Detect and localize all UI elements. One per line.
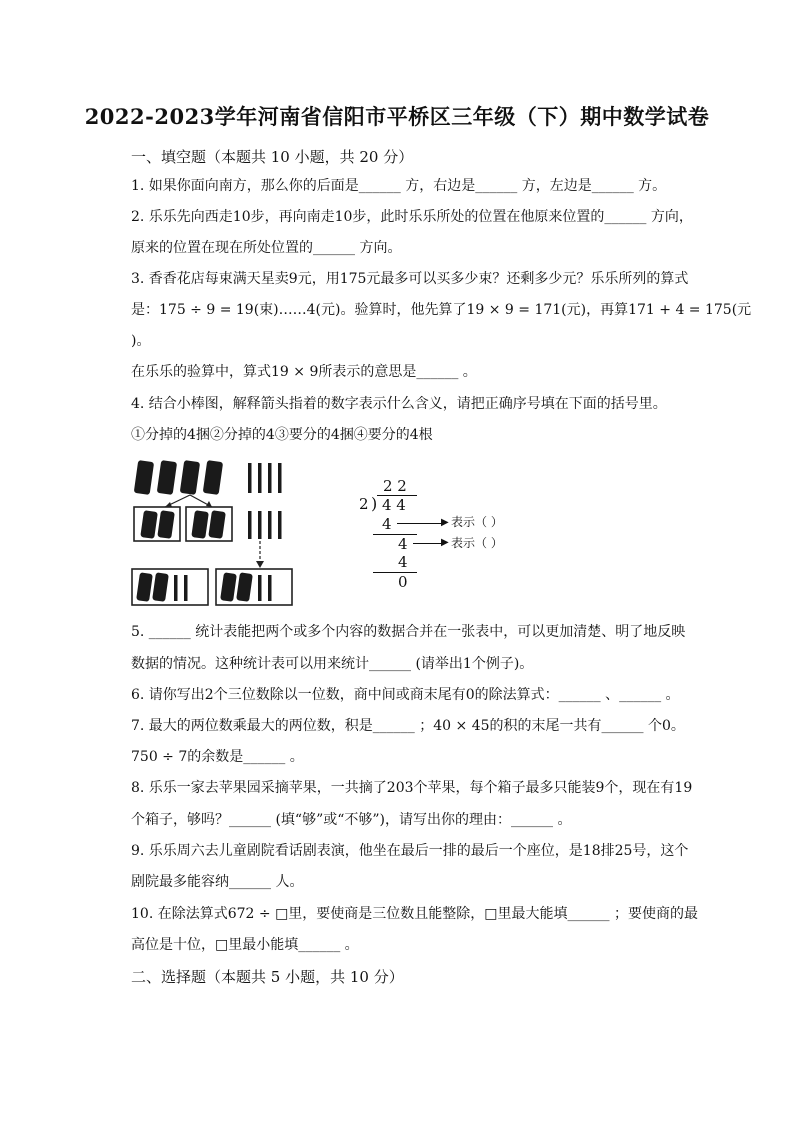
question-4-line-1: 4. 结合小棒图，解释箭头指着的数字表示什么含义，请把正确序号填在下面的括号里。 [131,396,667,412]
arrow-1 [397,523,445,524]
question-3-line-1: 3. 香香花店每束满天星卖9元，用175元最多可以买多少束？还剩多少元？乐乐所列的算式 [131,271,689,287]
question-3-line-4: 在乐乐的验算中，算式19 × 9所表示的意思是______ 。 [131,364,477,380]
question-5-line-1: 5. ______ 统计表能把两个或多个内容的数据合并在一张表中，可以更加清楚、明了地反映 [131,624,686,640]
step-row-2: 4 [398,535,408,553]
question-8-line-1: 8. 乐乐一家去苹果园采摘苹果，一共摘了203个苹果，每个箱子最多只能装9个，现在有19 [131,780,693,796]
answer-label-2: 表示（ ） [451,536,503,550]
divisor: 2 [359,495,369,513]
step-row-3: 4 [398,553,408,571]
stick-bundle-diagram [130,455,330,615]
rule-2 [373,572,417,573]
step-row-1: 4 [382,515,392,533]
remainder: 0 [398,573,408,591]
question-4-options: ①分掉的4捆②分掉的4③要分的4捆④要分的4根 [131,427,433,443]
question-10-line-2: 高位是十位，□里最小能填______ 。 [131,937,359,953]
question-5-line-2: 数据的情况。这种统计表可以用来统计______ (请举出1个例子)。 [131,656,534,672]
page-title: 2022-2023学年河南省信阳市平桥区三年级（下）期中数学试卷 [84,104,710,129]
question-6: 6. 请你写出2个三位数除以一位数，商中间或商末尾有0的除法算式：______ 、______ 。 [131,687,680,703]
section-heading-fill-blank: 一、填空题（本题共 10 小题，共 20 分） [131,148,414,166]
single-sticks-middle [248,511,282,539]
arrow-head-1: ▶ [441,517,449,528]
bundle-group-top [134,460,223,495]
question-10-line-1: 10. 在除法算式672 ÷ □里，要使商是三位数且能整除，□里最大能填______ ；要使商的最 [131,906,698,922]
question-3-line-2: 是：175 ÷ 9 = 19(束)……4(元)。验算时，他先算了19 × 9 = 171(元)，再算171 + 4 = 175(元 [131,302,752,318]
single-sticks-top [248,463,282,493]
question-7-line-1: 7. 最大的两位数乘最大的两位数，积是______ ；40 × 45的积的末尾一共有______ 个0。 [131,718,685,734]
question-2-line-2: 原来的位置在现在所处位置的______ 方向。 [131,240,402,256]
quotient: 2 2 [383,477,407,495]
question-2-line-1: 2. 乐乐先向西走10步，再向南走10步，此时乐乐所处的位置在他原来位置的______ 方向， [131,209,693,225]
rule-1 [373,534,417,535]
arrow-head-2: ▶ [441,537,449,548]
question-9-line-2: 剧院最多能容纳______ 人。 [131,874,304,890]
question-7-line-2: 750 ÷ 7的余数是______ 。 [131,749,304,765]
question-1: 1. 如果你面向南方，那么你的后面是______ 方，右边是______ 方，左边是______ 方。 [131,178,667,194]
question-3-line-3: )。 [131,333,151,349]
division-bracket: ) [371,494,378,513]
question-8-line-2: 个箱子，够吗？______ (填“够”或“不够”)，请写出你的理由：______ 。 [131,812,572,828]
answer-label-1: 表示（ ） [451,515,503,529]
section-heading-choice: 二、选择题（本题共 5 小题，共 10 分） [131,968,404,986]
long-division [355,475,545,595]
question-9-line-1: 9. 乐乐周六去儿童剧院看话剧表演，他坐在最后一排的最后一个座位，是18排25号，这个 [131,843,689,859]
dividend: 4 4 [382,496,406,514]
